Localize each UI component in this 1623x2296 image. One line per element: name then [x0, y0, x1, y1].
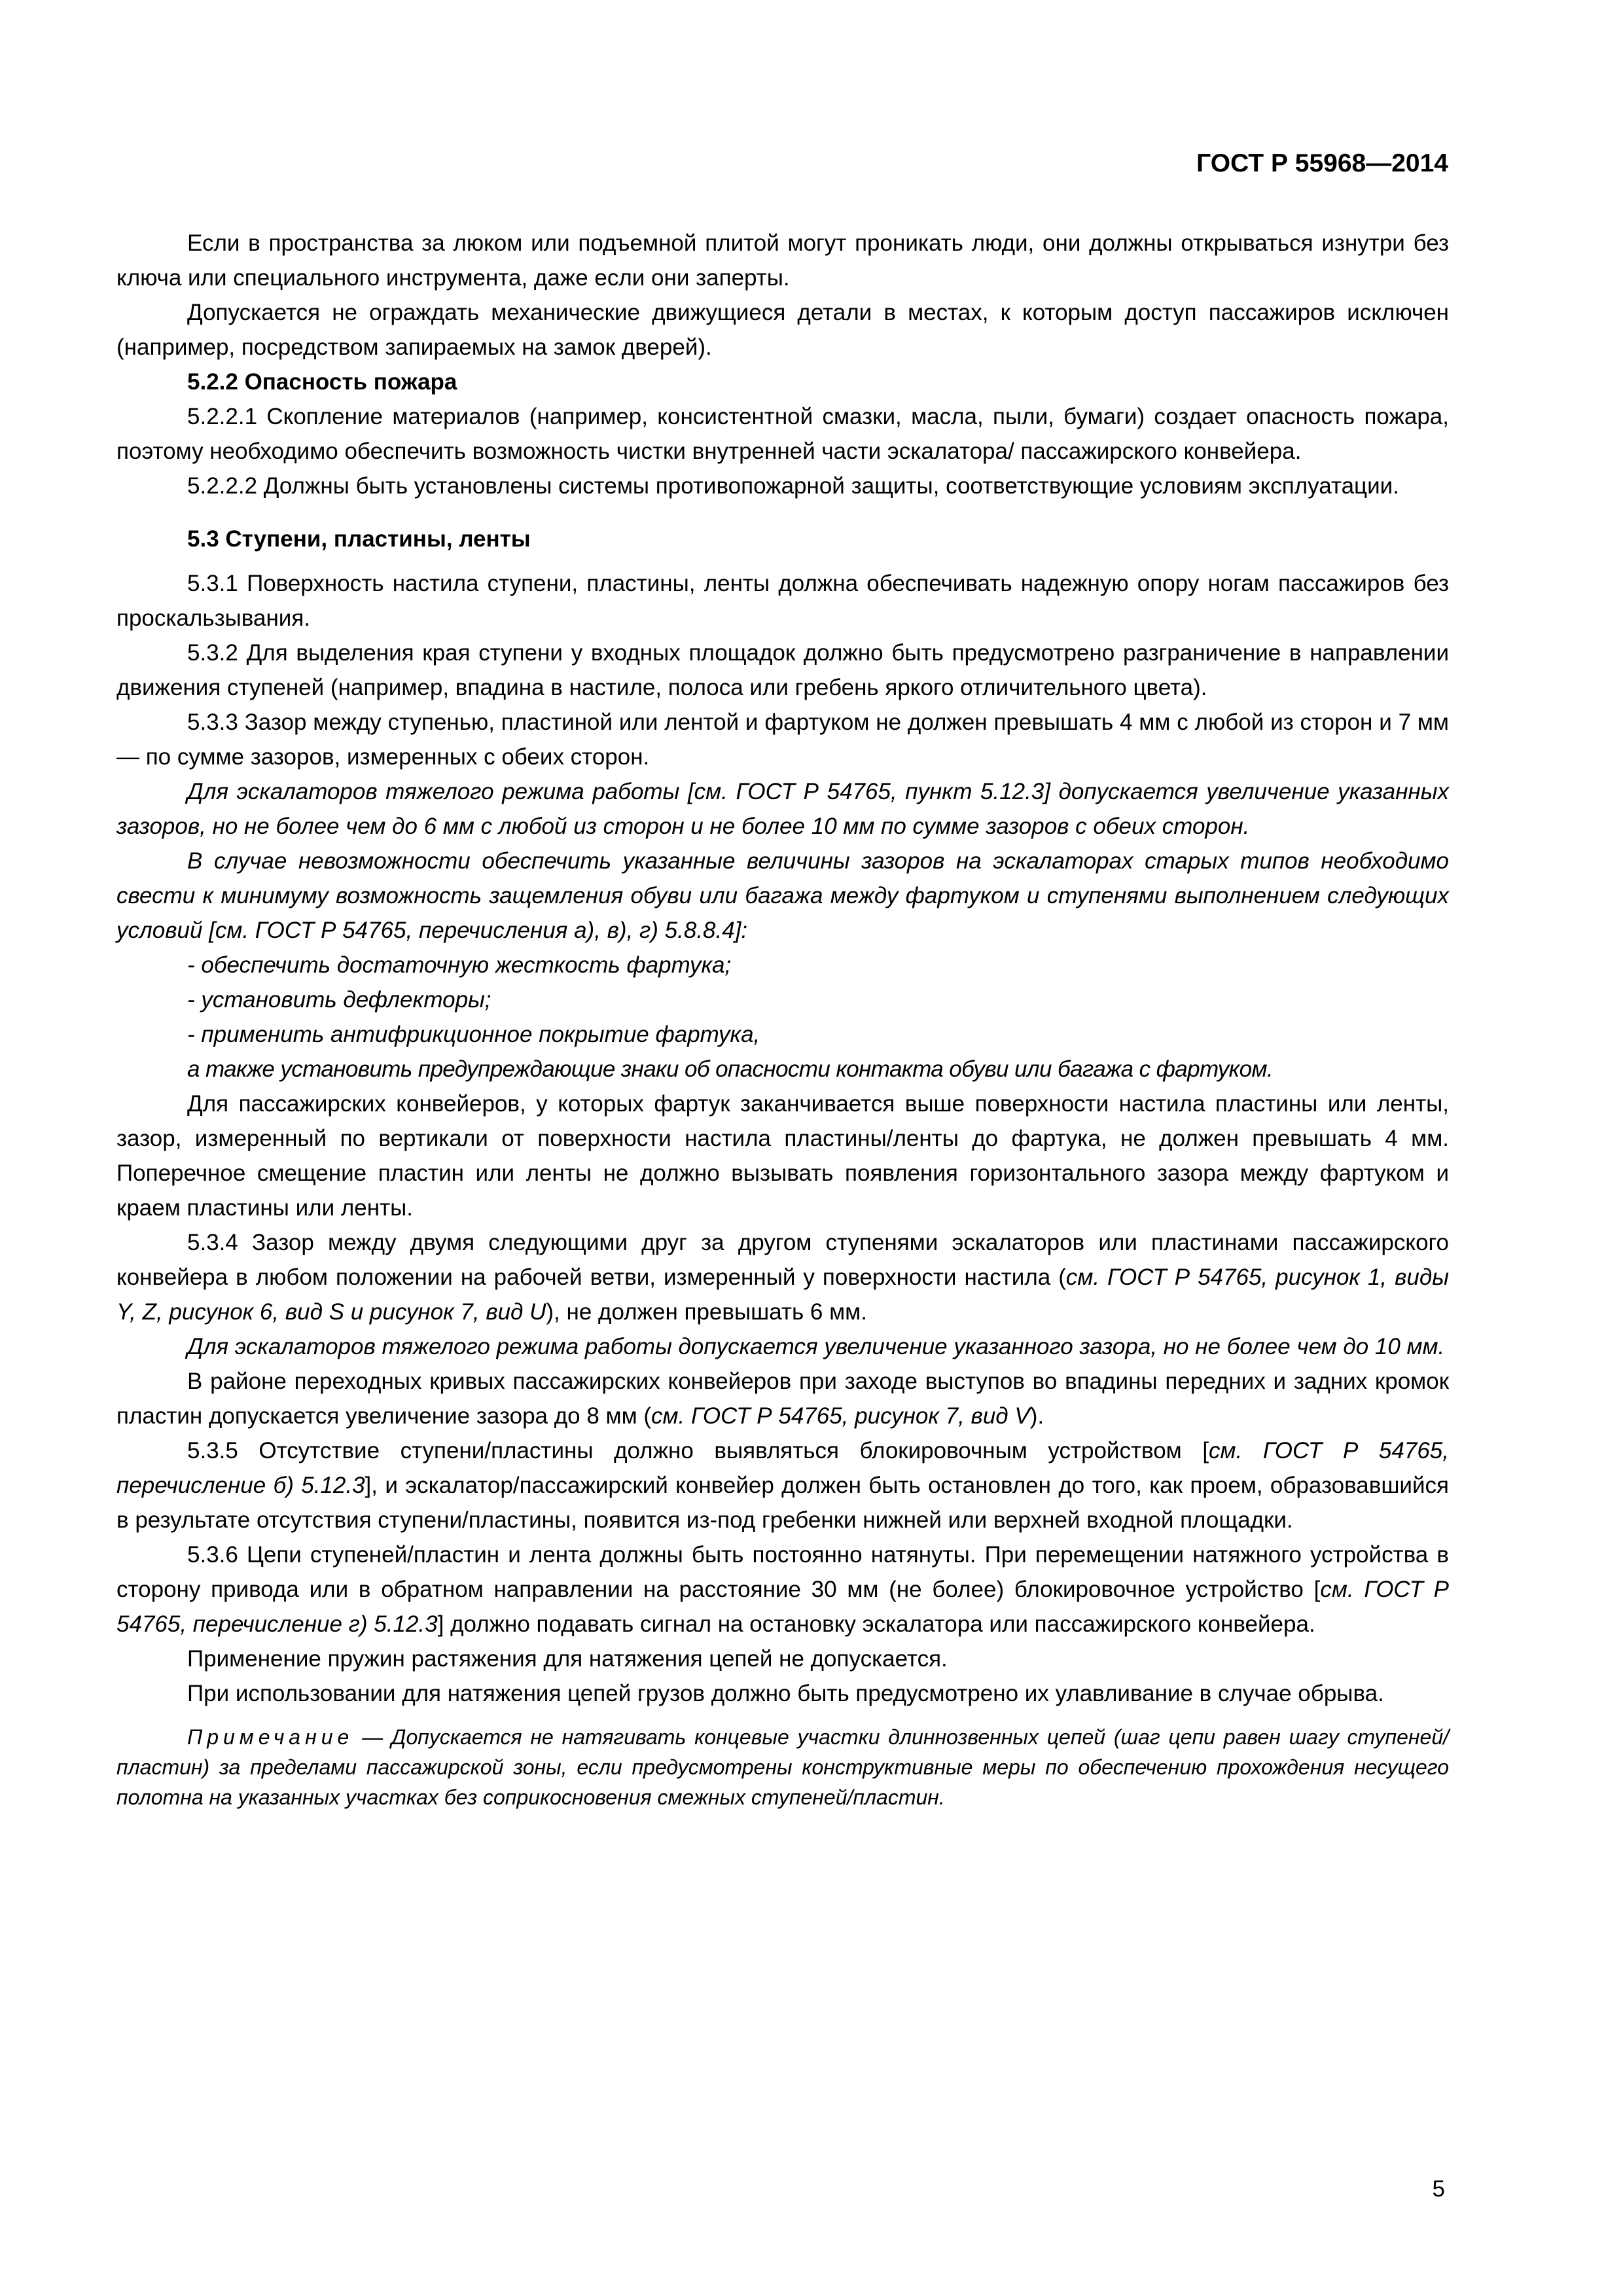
- paragraph-5-3-5: [116, 1433, 1449, 1537]
- list-item: - установить дефлекторы;: [187, 987, 491, 1013]
- text-span: ] должно подавать сигнал на остановку эскалатора или пассажирского конвейера.: [437, 1611, 1315, 1637]
- text-span: 5.3.4 Зазор между двумя следующими друг за другом ступенями эскалаторов или пластинами пассажирского конвейера в любом положении на рабочей ветви, измеренный у поверхности настила (: [116, 1230, 1449, 1290]
- paragraph-hatch-access: Если в пространства за люком или подъемной плитой могут проникать люди, они должны открываться изнутри без ключа или специального инструмента, даже если они заперты.: [116, 230, 1449, 291]
- paragraph-5-3-6: [116, 1537, 1449, 1641]
- text-span: 5.3.6 Цепи ступеней/пластин и лента должны быть постоянно натянуты. При перемещении натяжного устройства в сторону привода или в обратном направлении на расстояние 30 мм (не более) блокировочное устройство [: [116, 1542, 1449, 1602]
- paragraph-5-3-3-old-types: В случае невозможности обеспечить указанные величины зазоров на эскалаторах старых типов необходимо свести к минимуму возможность защемления обуви или багажа между фартуком и ступенями выполнением следующих условий [см. ГОСТ Р 54765, перечисления а), в), г) 5.8.8.4]:: [116, 848, 1449, 943]
- paragraph-5-3-4: [116, 1225, 1449, 1329]
- note: [116, 1722, 1449, 1812]
- heading-5-2-2: 5.2.2 Опасность пожара: [187, 369, 457, 395]
- list-item: - обеспечить достаточную жесткость фартука;: [187, 952, 732, 978]
- list-tail: а также установить предупреждающие знаки об опасности контакта обуви или багажа с фартуком.: [187, 1056, 1273, 1082]
- paragraph-5-3-3-heavy-duty: Для эскалаторов тяжелого режима работы [см. ГОСТ Р 54765, пункт 5.12.3] допускается увеличение указанных зазоров, но не более чем до 6 мм с любой из сторон и не более 10 мм по сумме зазоров с обеих сторон.: [116, 779, 1449, 839]
- standard-reference: см. ГОСТ Р 54765, рисунок 1, виды Y, Z, рисунок 6, вид S и рисунок 7, вид U: [116, 1265, 1449, 1325]
- paragraph-guarding-exception: Допускается не ограждать механические движущиеся детали в местах, к которым доступ пассажиров исключен (например, посредством запираемых на замок дверей).: [116, 300, 1449, 360]
- heading-5-3: 5.3 Ступени, пластины, ленты: [187, 526, 531, 552]
- text-span: ).: [1029, 1403, 1044, 1429]
- paragraph-5-3-1: 5.3.1 Поверхность настила ступени, пластины, ленты должна обеспечивать надежную опору ногам пассажиров без проскальзывания.: [116, 571, 1449, 631]
- document-code-header: ГОСТ Р 55968—2014: [1196, 149, 1448, 177]
- standard-reference: см. ГОСТ Р 54765, рисунок 7, вид V: [651, 1403, 1030, 1429]
- paragraph-springs: Применение пружин растяжения для натяжения цепей не допускается.: [187, 1646, 948, 1672]
- paragraph-5-3-2: 5.3.2 Для выделения края ступени у входных площадок должно быть предусмотрено разграничение в направлении движения ступеней (например, впадина в настиле, полоса или гребень яркого отличительного цвета).: [116, 640, 1449, 700]
- text-span: 5.3.5 Отсутствие ступени/пластины должно выявляться блокировочным устройством [: [187, 1438, 1209, 1463]
- paragraph-5-3-3-conveyors: Для пассажирских конвейеров, у которых фартук заканчивается выше поверхности настила пластины или ленты, зазор, измеренный по вертикали от поверхности настила пластины/ленты до фартука, не должен превышать 4 мм. Поперечное смещение пластин или ленты не должно вызывать появления горизонтального зазора между фартуком и краем пластины или ленты.: [116, 1091, 1449, 1221]
- page-body: [116, 226, 1449, 1812]
- note-label: Примечание: [187, 1725, 354, 1749]
- standard-reference: см. ГОСТ Р 54765, перечисление б) 5.12.3: [116, 1438, 1449, 1498]
- text-span: В районе переходных кривых пассажирских конвейеров при заходе выступов во впадины передних и задних кромок пластин допускается увеличение зазора до 8 мм (: [116, 1369, 1449, 1429]
- text-span: ], и эскалатор/пассажирский конвейер должен быть остановлен до того, как проем, образовавшийся в результате отсутствия ступени/пластины, появится из-под гребенки нижней или верхней входной площадки.: [116, 1473, 1449, 1533]
- paragraph-5-2-2-1: 5.2.2.1 Скопление материалов (например, консистентной смазки, масла, пыли, бумаги) создает опасность пожара, поэтому необходимо обеспечить возможность чистки внутренней части эскалатора/ пассажирского конвейера.: [116, 404, 1449, 464]
- list-item: - применить антифрикционное покрытие фартука,: [187, 1022, 760, 1047]
- paragraph-5-3-4-heavy-duty: Для эскалаторов тяжелого режима работы допускается увеличение указанного зазора, но не более чем до 10 мм.: [187, 1334, 1445, 1359]
- page-number: 5: [1432, 2176, 1445, 2202]
- paragraph-5-3-4-transition-curves: [116, 1364, 1449, 1433]
- paragraph-weights: При использовании для натяжения цепей грузов должно быть предусмотрено их улавливание в случае обрыва.: [187, 1681, 1384, 1706]
- text-span: ), не должен превышать 6 мм.: [546, 1299, 867, 1325]
- note-text: — Допускается не натягивать концевые участки длиннозвенных цепей (шаг цепи равен шагу ступеней/пластин) за пределами пассажирской зоны, если предусмотрены конструктивные меры по обеспечению прохождения несущего полотна на указанных участках без соприкосновения смежных ступеней/пластин.: [116, 1725, 1450, 1809]
- paragraph-5-3-3: 5.3.3 Зазор между ступенью, пластиной или лентой и фартуком не должен превышать 4 мм с любой из сторон и 7 мм — по сумме зазоров, измеренных с обеих сторон.: [116, 709, 1449, 770]
- standard-reference: см. ГОСТ Р 54765, перечисление г) 5.12.3: [116, 1577, 1450, 1637]
- paragraph-5-2-2-2: 5.2.2.2 Должны быть установлены системы противопожарной защиты, соответствующие условиям эксплуатации.: [187, 473, 1399, 499]
